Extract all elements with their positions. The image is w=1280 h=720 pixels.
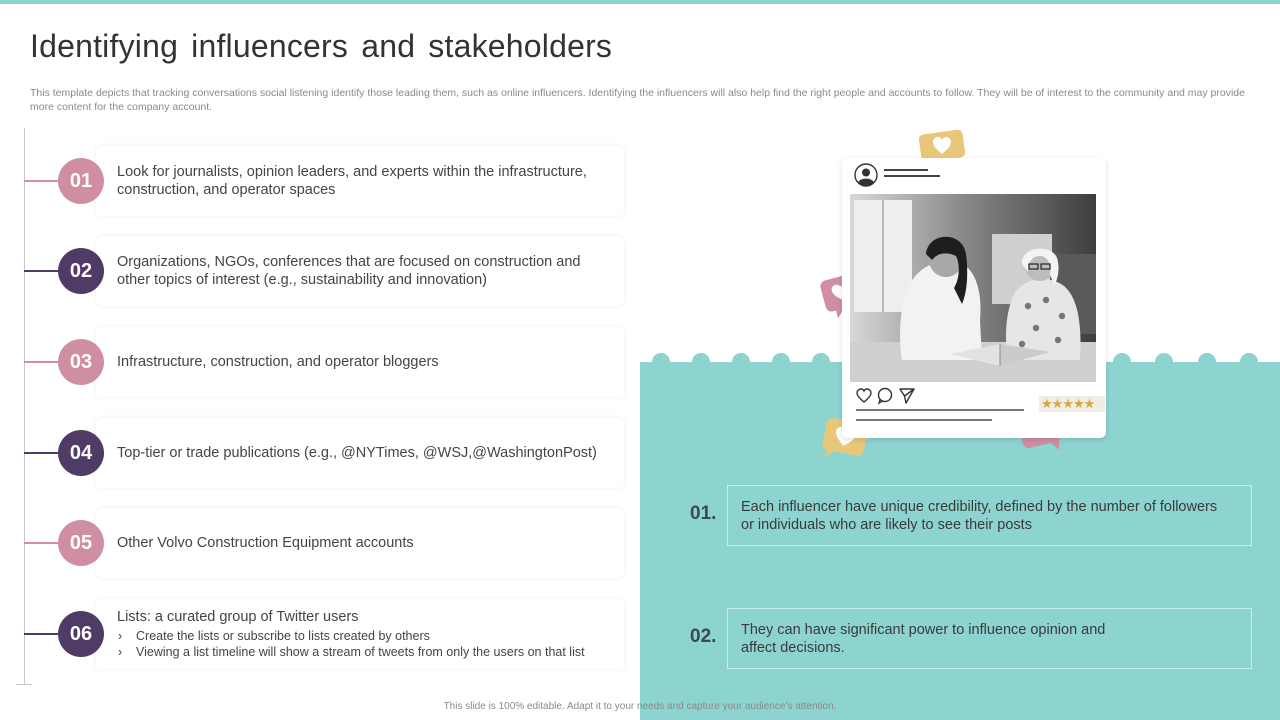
step-text: Lists: a curated group of Twitter users	[117, 609, 359, 625]
chevron-right-icon: ›	[118, 645, 123, 659]
step-text: Top-tier or trade publications (e.g., @NYTimes, @WSJ,@WashingtonPost)	[117, 445, 597, 461]
page-subtitle: This template depicts that tracking conversations social listening identify those leading them, such as online influencers. Identifying the influencers will also help find the right people and accounts to follow. They will be of interest to the community and may provide more content for the company account.	[30, 87, 1245, 113]
scallop-bump	[652, 353, 670, 371]
step-card	[96, 599, 624, 669]
step-02	[24, 236, 624, 306]
step-number: 02	[58, 248, 104, 294]
user-avatar-icon	[854, 163, 878, 187]
list-item	[117, 644, 585, 660]
chevron-right-icon: ›	[118, 629, 123, 643]
step-05	[24, 508, 624, 578]
step-number: 04	[58, 430, 104, 476]
step-connector	[24, 361, 60, 363]
step-number: 03	[58, 339, 104, 385]
point-number: 01.	[690, 503, 717, 524]
post-handle-line	[884, 175, 940, 177]
point-text: Each influencer have unique credibility, defined by the number of followers or individuals who are likely to see their posts	[741, 498, 1218, 533]
step-connector	[24, 452, 60, 454]
step-connector	[24, 180, 60, 182]
post-actions	[856, 386, 920, 406]
star-rating: ★★★★★	[1039, 396, 1105, 412]
step-01	[24, 146, 624, 216]
list-item-text: Viewing a list timeline will show a stream of tweets from only the users on that list	[136, 645, 585, 659]
step-number: 05	[58, 520, 104, 566]
step-connector	[24, 542, 60, 544]
heart-icon	[857, 389, 871, 402]
scallop-bump	[1155, 353, 1173, 371]
step-04	[24, 418, 624, 488]
post-username-line	[884, 169, 928, 171]
scallop-bump	[1240, 353, 1258, 371]
step-card	[96, 146, 624, 216]
list-item-text: Create the lists or subscribe to lists created by others	[136, 629, 430, 643]
scallop-bump	[772, 353, 790, 371]
step-card	[96, 508, 624, 578]
post-caption-line	[856, 419, 992, 421]
footer-note: This slide is 100% editable. Adapt it to your needs and capture your audience’s attention.	[443, 701, 837, 712]
page-title: Identifying influencers and stakeholders	[30, 28, 613, 64]
scallop-bump	[1113, 353, 1131, 371]
point-box	[727, 608, 1252, 669]
step-text: Organizations, NGOs, conferences that are focused on construction and other topics of interest (e.g., sustainability and innovation)	[117, 254, 581, 288]
step-number: 01	[58, 158, 104, 204]
scallop-bump	[732, 353, 750, 371]
scallop-bump	[1198, 353, 1216, 371]
step-03	[24, 327, 624, 397]
top-accent-bar	[0, 0, 1280, 4]
step-06	[24, 599, 624, 669]
step-card	[96, 236, 624, 306]
step-text: Look for journalists, opinion leaders, and experts within the infrastructure, construction, and operator spaces	[117, 164, 587, 198]
timeline-foot	[16, 684, 32, 685]
step-connector	[24, 633, 60, 635]
step-text: Infrastructure, construction, and operator bloggers	[117, 354, 439, 370]
step-text: Other Volvo Construction Equipment accounts	[117, 535, 414, 551]
scallop-bump	[692, 353, 710, 371]
step-card	[96, 327, 624, 397]
point-number: 02.	[690, 626, 717, 647]
post-photo	[850, 194, 1096, 382]
social-post-card	[842, 158, 1106, 438]
point-box	[727, 485, 1252, 546]
step-number: 06	[58, 611, 104, 657]
step-connector	[24, 270, 60, 272]
comment-icon	[879, 389, 892, 404]
send-icon	[900, 389, 914, 403]
list-item	[117, 628, 585, 644]
post-caption-line	[856, 409, 1024, 411]
point-text: They can have significant power to influence opinion and affect decisions.	[741, 621, 1106, 656]
step-card	[96, 418, 624, 488]
scallop-bump	[812, 353, 830, 371]
step-sub-list	[117, 628, 585, 660]
